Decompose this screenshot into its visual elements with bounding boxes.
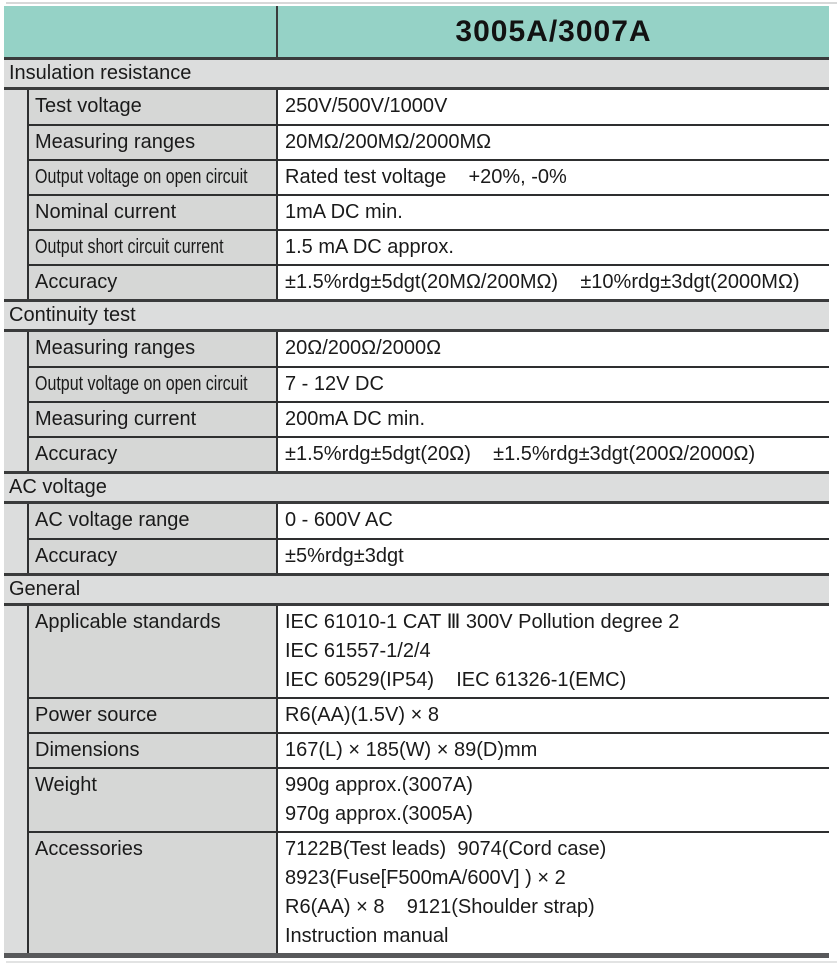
spec-value-cell — [278, 159, 829, 194]
spec-label: Output voltage on open circuit — [35, 373, 248, 395]
spec-value-cell — [278, 229, 829, 264]
row-indent-strip — [4, 606, 27, 697]
spec-value-line: ±1.5%rdg±5dgt(20Ω) ±1.5%rdg±3dgt(200Ω/2000Ω) — [285, 443, 756, 465]
spec-row — [4, 332, 829, 366]
spec-value-cell — [278, 401, 829, 436]
spec-value-line: 20Ω/200Ω/2000Ω — [285, 337, 442, 359]
bottom-divider-line — [6, 961, 837, 963]
spec-label: Measuring current — [35, 408, 197, 430]
spec-label: Accessories — [35, 838, 143, 860]
spec-label-cell — [27, 538, 278, 573]
spec-label-cell — [27, 831, 278, 953]
top-divider-line — [6, 2, 837, 4]
spec-value-cell — [278, 124, 829, 159]
row-indent-strip — [4, 538, 27, 573]
spec-label-cell — [27, 401, 278, 436]
row-indent-strip — [4, 332, 27, 366]
spec-value-cell — [278, 90, 829, 124]
spec-row — [4, 831, 829, 953]
spec-value-cell — [278, 264, 829, 299]
row-indent-strip — [4, 767, 27, 831]
spec-row — [4, 366, 829, 401]
spec-value-cell — [278, 436, 829, 471]
spec-row — [4, 159, 829, 194]
spec-value-cell — [278, 606, 829, 697]
spec-value-line: 20MΩ/200MΩ/2000MΩ — [285, 131, 492, 153]
spec-value-line: 7 - 12V DC — [285, 373, 384, 395]
model-header-row — [4, 6, 829, 57]
row-indent-strip — [4, 436, 27, 471]
spec-value-line: R6(AA) × 8 9121(Shoulder strap) — [285, 896, 595, 918]
spec-label-cell — [27, 332, 278, 366]
spec-label-cell — [27, 504, 278, 538]
spec-value-cell — [278, 767, 829, 831]
spec-label: Output voltage on open circuit — [35, 166, 248, 188]
spec-row — [4, 504, 829, 538]
section-header: General — [4, 573, 829, 606]
spec-label: Output short circuit current — [35, 236, 224, 258]
model-header-empty-cell — [4, 6, 278, 57]
spec-label-cell — [27, 194, 278, 229]
spec-label: Applicable standards — [35, 611, 221, 633]
spec-label: Measuring ranges — [35, 337, 196, 359]
spec-row — [4, 264, 829, 299]
spec-row — [4, 436, 829, 471]
spec-value-line: 167(L) × 185(W) × 89(D)mm — [285, 739, 538, 761]
spec-label: Power source — [35, 704, 158, 726]
spec-value-line: 7122B(Test leads) 9074(Cord case) — [285, 838, 607, 860]
spec-value-line: R6(AA)(1.5V) × 8 — [285, 704, 439, 726]
section-header: AC voltage — [4, 471, 829, 504]
spec-label: Test voltage — [35, 95, 142, 117]
spec-value-cell — [278, 366, 829, 401]
row-indent-strip — [4, 366, 27, 401]
spec-value-line: Instruction manual — [285, 925, 449, 947]
spec-label-cell — [27, 366, 278, 401]
spec-label: Accuracy — [35, 271, 118, 293]
spec-label: Weight — [35, 774, 97, 796]
spec-value-line: IEC 61557-1/2/4 — [285, 640, 431, 662]
spec-label-cell — [27, 124, 278, 159]
spec-label-cell — [27, 436, 278, 471]
row-indent-strip — [4, 159, 27, 194]
spec-value-line: 250V/500V/1000V — [285, 95, 448, 117]
spec-value-line: 0 - 600V AC — [285, 509, 393, 531]
spec-label-cell — [27, 90, 278, 124]
row-indent-strip — [4, 90, 27, 124]
row-indent-strip — [4, 194, 27, 229]
spec-row — [4, 401, 829, 436]
row-indent-strip — [4, 504, 27, 538]
spec-value-line: ±1.5%rdg±5dgt(20MΩ/200MΩ) ±10%rdg±3dgt(2000MΩ) — [285, 271, 800, 293]
row-indent-strip — [4, 831, 27, 953]
spec-value-line: Rated test voltage +20%, -0% — [285, 166, 567, 188]
row-indent-strip — [4, 229, 27, 264]
spec-label: Accuracy — [35, 545, 118, 567]
spec-label: AC voltage range — [35, 509, 190, 531]
spec-value-line: 200mA DC min. — [285, 408, 426, 430]
spec-label-cell — [27, 697, 278, 732]
specifications-table — [4, 6, 829, 958]
spec-row — [4, 767, 829, 831]
spec-row — [4, 697, 829, 732]
table-bottom-bar — [4, 953, 829, 958]
spec-label-cell — [27, 264, 278, 299]
spec-value-line: 1mA DC min. — [285, 201, 403, 223]
section-header: Continuity test — [4, 299, 829, 332]
spec-row — [4, 124, 829, 159]
row-indent-strip — [4, 732, 27, 767]
spec-label-cell — [27, 732, 278, 767]
spec-label-cell — [27, 606, 278, 697]
spec-value-line: IEC 60529(IP54) IEC 61326-1(EMC) — [285, 669, 627, 691]
spec-value-cell — [278, 194, 829, 229]
spec-row — [4, 194, 829, 229]
spec-label: Accuracy — [35, 443, 118, 465]
spec-value-line: 990g approx.(3007A) — [285, 774, 473, 796]
spec-value-cell — [278, 332, 829, 366]
row-indent-strip — [4, 124, 27, 159]
spec-value-cell — [278, 732, 829, 767]
spec-value-cell — [278, 831, 829, 953]
spec-value-line: 970g approx.(3005A) — [285, 803, 473, 825]
spec-label-cell — [27, 767, 278, 831]
row-indent-strip — [4, 264, 27, 299]
spec-value-line: ±5%rdg±3dgt — [285, 545, 404, 567]
spec-value-line: IEC 61010-1 CAT Ⅲ 300V Pollution degree 2 — [285, 611, 680, 633]
spec-value-line: 8923(Fuse[F500mA/600V] ) × 2 — [285, 867, 566, 889]
spec-value-line: 1.5 mA DC approx. — [285, 236, 454, 258]
model-header-title: 3005A/3007A — [455, 14, 652, 48]
spec-label-cell — [27, 229, 278, 264]
section-header: Insulation resistance — [4, 57, 829, 90]
spec-label: Measuring ranges — [35, 131, 196, 153]
spec-label: Dimensions — [35, 739, 140, 761]
spec-row — [4, 229, 829, 264]
spec-sections — [4, 57, 829, 953]
spec-value-cell — [278, 697, 829, 732]
spec-row — [4, 538, 829, 573]
spec-value-cell — [278, 504, 829, 538]
row-indent-strip — [4, 697, 27, 732]
spec-label-cell — [27, 159, 278, 194]
spec-value-cell — [278, 538, 829, 573]
spec-label: Nominal current — [35, 201, 177, 223]
spec-row — [4, 90, 829, 124]
row-indent-strip — [4, 401, 27, 436]
spec-row — [4, 606, 829, 697]
spec-row — [4, 732, 829, 767]
